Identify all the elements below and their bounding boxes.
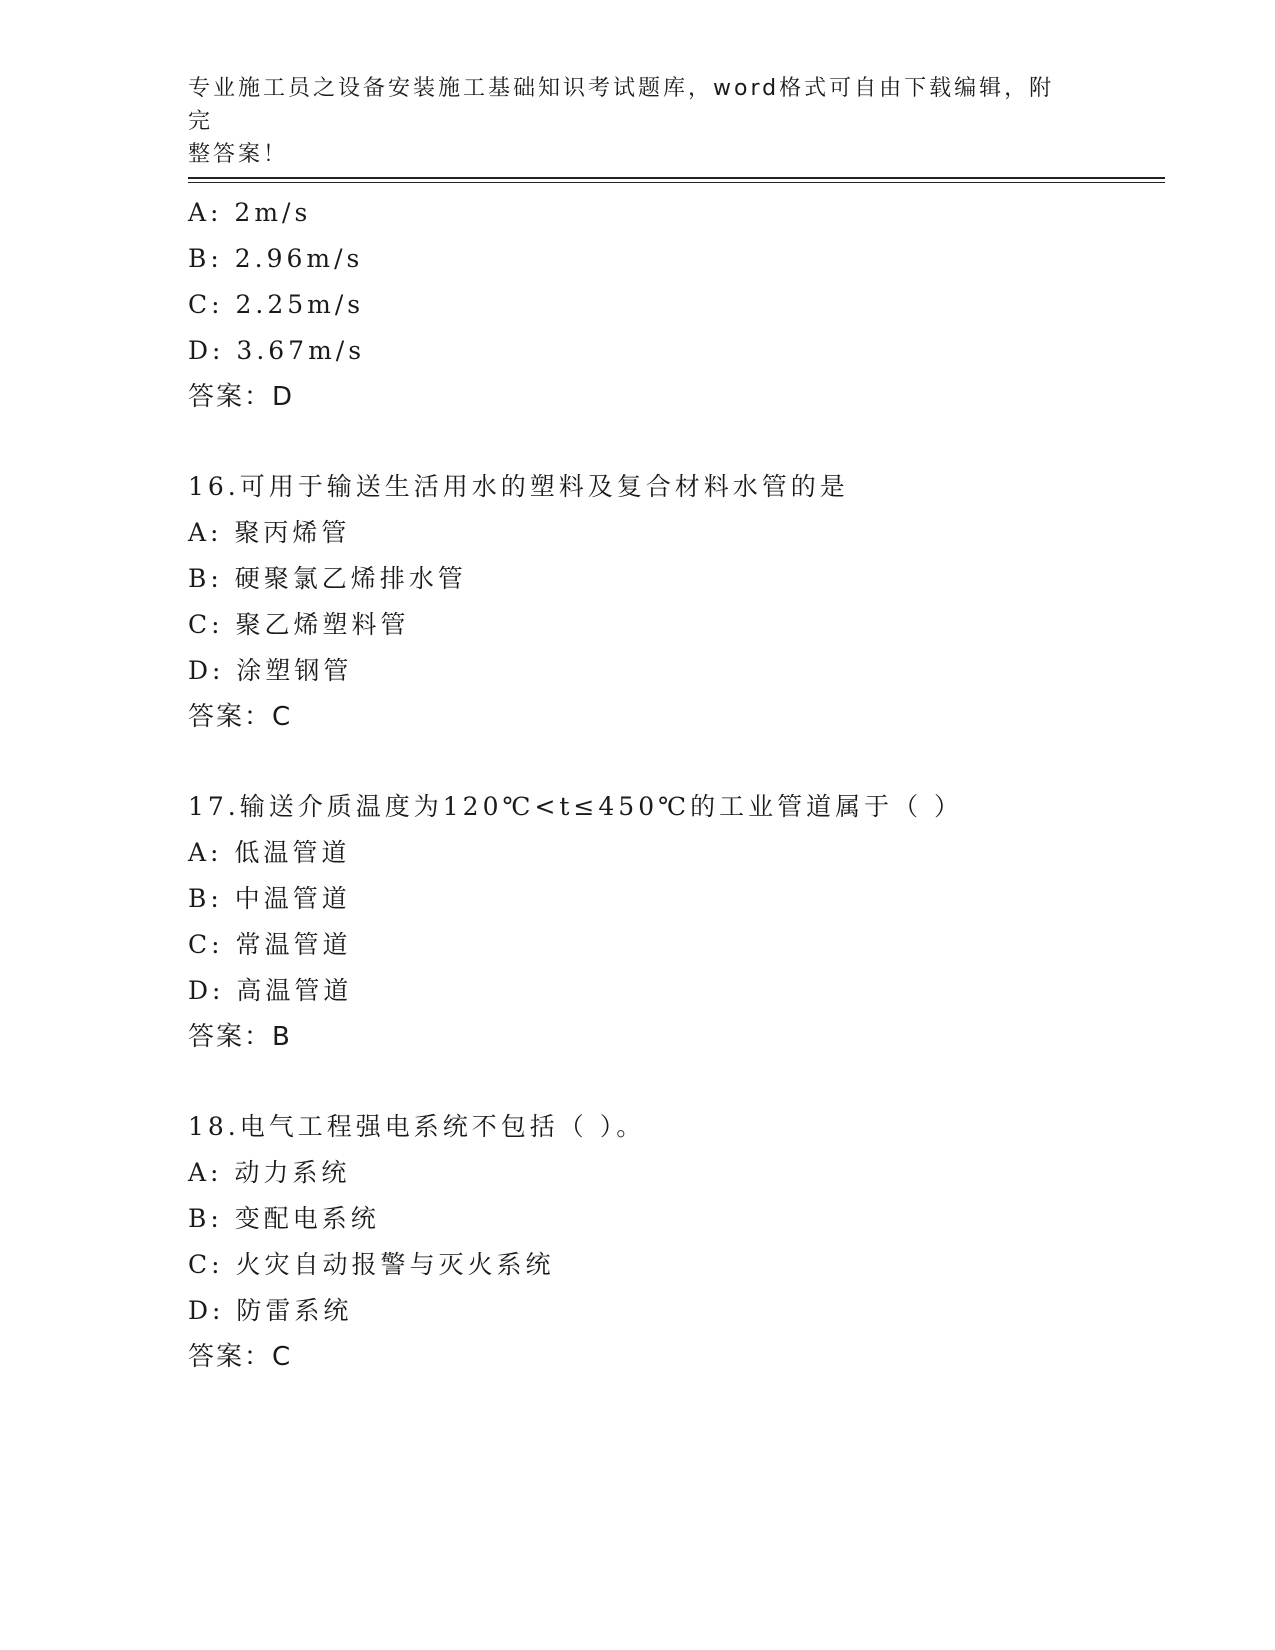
answer: 答案：C xyxy=(188,1342,293,1372)
option-a: A: 2m/s xyxy=(188,198,312,227)
option-b: B: 2.96m/s xyxy=(188,244,364,273)
option-d: D: 防雷系统 xyxy=(188,1296,353,1325)
question-text: 17.输送介质温度为120℃<t≤450℃的工业管道属于（ ） xyxy=(188,792,964,821)
option-d: D: 涂塑钢管 xyxy=(188,656,353,685)
option-a: A: 低温管道 xyxy=(188,838,351,867)
question-block-18 xyxy=(188,1104,1148,1380)
header-rule-thin xyxy=(188,182,1165,183)
option-c: C: 2.25m/s xyxy=(188,290,365,319)
question-block-17 xyxy=(188,784,1148,1060)
option-c: C: 聚乙烯塑料管 xyxy=(188,610,410,639)
option-b: B: 变配电系统 xyxy=(188,1204,380,1233)
option-c: C: 常温管道 xyxy=(188,930,352,959)
question-block-16 xyxy=(188,464,1148,740)
question-block-15 xyxy=(188,190,1148,420)
option-b: B: 硬聚氯乙烯排水管 xyxy=(188,564,467,593)
option-d: D: 高温管道 xyxy=(188,976,353,1005)
header-line-2: 整答案！ xyxy=(188,142,289,167)
option-b: B: 中温管道 xyxy=(188,884,351,913)
document-header xyxy=(188,72,1068,171)
question-text: 18.电气工程强电系统不包括（ ）。 xyxy=(188,1112,646,1141)
answer: 答案：B xyxy=(188,1022,292,1052)
header-line-1: 专业施工员之设备安装施工基础知识考试题库，word格式可自由下载编辑，附完 xyxy=(188,76,1055,134)
option-a: A: 动力系统 xyxy=(188,1158,351,1187)
option-c: C: 火灾自动报警与灭火系统 xyxy=(188,1250,555,1279)
header-rule-thick xyxy=(188,177,1165,179)
question-list xyxy=(188,190,1148,1380)
option-a: A: 聚丙烯管 xyxy=(188,518,351,547)
option-d: D: 3.67m/s xyxy=(188,336,366,365)
answer: 答案：D xyxy=(188,382,295,412)
answer: 答案：C xyxy=(188,702,293,732)
question-text: 16.可用于输送生活用水的塑料及复合材料水管的是 xyxy=(188,472,849,501)
